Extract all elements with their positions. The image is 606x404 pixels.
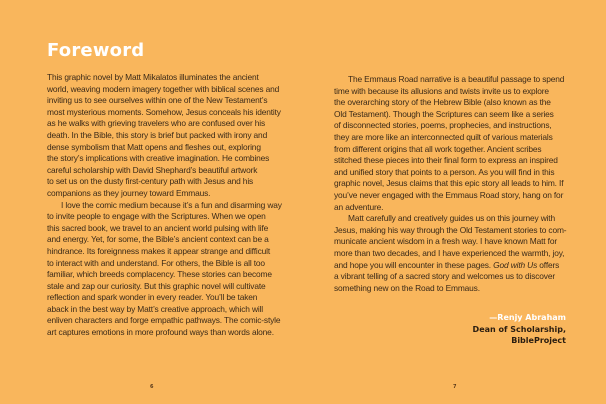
text-line: the overarching story of the Hebrew Bible (also known as the (334, 97, 551, 108)
text-line: art captures emotions in more profound ways than words alone. (47, 327, 274, 338)
text-line: world, weaving modern imagery together with biblical scenes and (47, 83, 280, 94)
text-line: as he walks with grieving travelers who are confused over his (47, 118, 266, 129)
text-line: of disconnected stories, poems, prophecies, and instructions, (334, 120, 552, 131)
text-line: municate ancient wisdom in a fresh way. I have known Matt for (334, 236, 557, 247)
page-title: Foreword (47, 40, 145, 61)
text-line-italic-ref (334, 260, 558, 272)
left-page-body (47, 72, 282, 339)
text-line: and unified story that points to a person. As you will find in this (334, 166, 555, 177)
text-line: I love the comic medium because it’s a fun and disarming way (61, 199, 282, 210)
text-line: stitched these pieces into their final form to express an inspired (334, 155, 558, 166)
text-line: aback in the best way by Matt’s creative approach, which will (47, 303, 263, 314)
text-line: The Emmaus Road narrative is a beautiful passage to spend (348, 74, 565, 84)
text-line: to invite people to engage with the Scriptures. When we open (47, 211, 266, 222)
text-line: death. In the Bible, this story is brief but packed with irony and (47, 129, 268, 140)
right-page (303, 0, 606, 404)
paragraph-4 (334, 213, 567, 294)
text-line: dense symbolism that Matt opens and fleshes out, exploring (47, 141, 261, 152)
text-fragment: offers (537, 259, 560, 270)
text-line: hindrance. Its foreignness makes it appear strange and difficult (47, 245, 271, 256)
right-page-body (334, 74, 567, 294)
text-line: you’ve never engaged with the Emmaus Road story, hang on for (334, 189, 564, 200)
text-line: time with because its allusions and twists invite us to explore (334, 85, 549, 96)
text-line: Old Testament). Though the Scriptures can seem like a series (334, 108, 554, 119)
paragraph-2 (47, 199, 282, 339)
text-line: from different origins that all work together. Ancient scribes (334, 143, 542, 154)
text-line: more than two decades, and I have experienced the warmth, joy, (334, 247, 565, 258)
text-line: to interact with and understand. For others, the Bible is all too (47, 257, 265, 268)
text-line: graphic novel, Jesus claims that this epic story all leads to him. If (334, 178, 564, 189)
text-line: companions as they journey toward Emmaus. (47, 187, 211, 198)
text-line: This graphic novel by Matt Mikalatos illuminates the ancient (47, 72, 259, 82)
author-name: Renjy Abraham (497, 313, 566, 322)
author-role: Dean of Scholarship, (472, 324, 566, 334)
text-line: stale and zap our curiosity. But this graphic novel will cultivate (47, 280, 266, 291)
author-organization: BibleProject (511, 336, 566, 345)
text-line: familiar, which breeds complacency. These stories can become (47, 269, 272, 280)
book-title-italic: God with Us (493, 259, 538, 270)
page-number: 6 (150, 384, 154, 390)
paragraph-3 (334, 74, 565, 213)
text-line: Matt carefully and creatively guides us on this journey with (348, 213, 555, 224)
paragraph-1 (47, 72, 281, 200)
text-line: to set us on the dusty first-century path with Jesus and his (47, 176, 254, 187)
text-line: reflection and spark wonder in every reader. You’ll be taken (47, 292, 258, 303)
signature-block (473, 312, 566, 347)
text-line: they are more like an interconnected quilt of various materials (334, 131, 553, 142)
text-line: and energy. Yet, for some, the Bible’s ancient context can be a (47, 234, 269, 245)
text-line: the story’s implications with creative imagination. He combines (47, 153, 270, 164)
text-line: inviting us to see ourselves within one of the New Testament’s (47, 95, 268, 106)
text-fragment: and hope you will encounter in these pages. (334, 259, 494, 270)
text-line: something new on the Road to Emmaus. (334, 282, 480, 293)
text-line: careful scholarship with David Shephard’s beautiful artwork (47, 164, 258, 175)
text-line: most mysterious moments. Somehow, Jesus conceals his identity (47, 106, 281, 117)
text-line: Jesus, making his way through the Old Testament stories to com- (334, 224, 567, 235)
text-line: a vibrant telling of a sacred story and welcomes us to discover (334, 271, 555, 282)
em-dash: — (489, 313, 498, 322)
page-number: 7 (453, 384, 457, 390)
text-line: enliven characters and forge empathic pathways. The comic-style (47, 315, 281, 326)
text-line: an adventure. (334, 201, 384, 212)
text-line: this sacred book, we travel to an ancient world pulsing with life (47, 222, 269, 233)
